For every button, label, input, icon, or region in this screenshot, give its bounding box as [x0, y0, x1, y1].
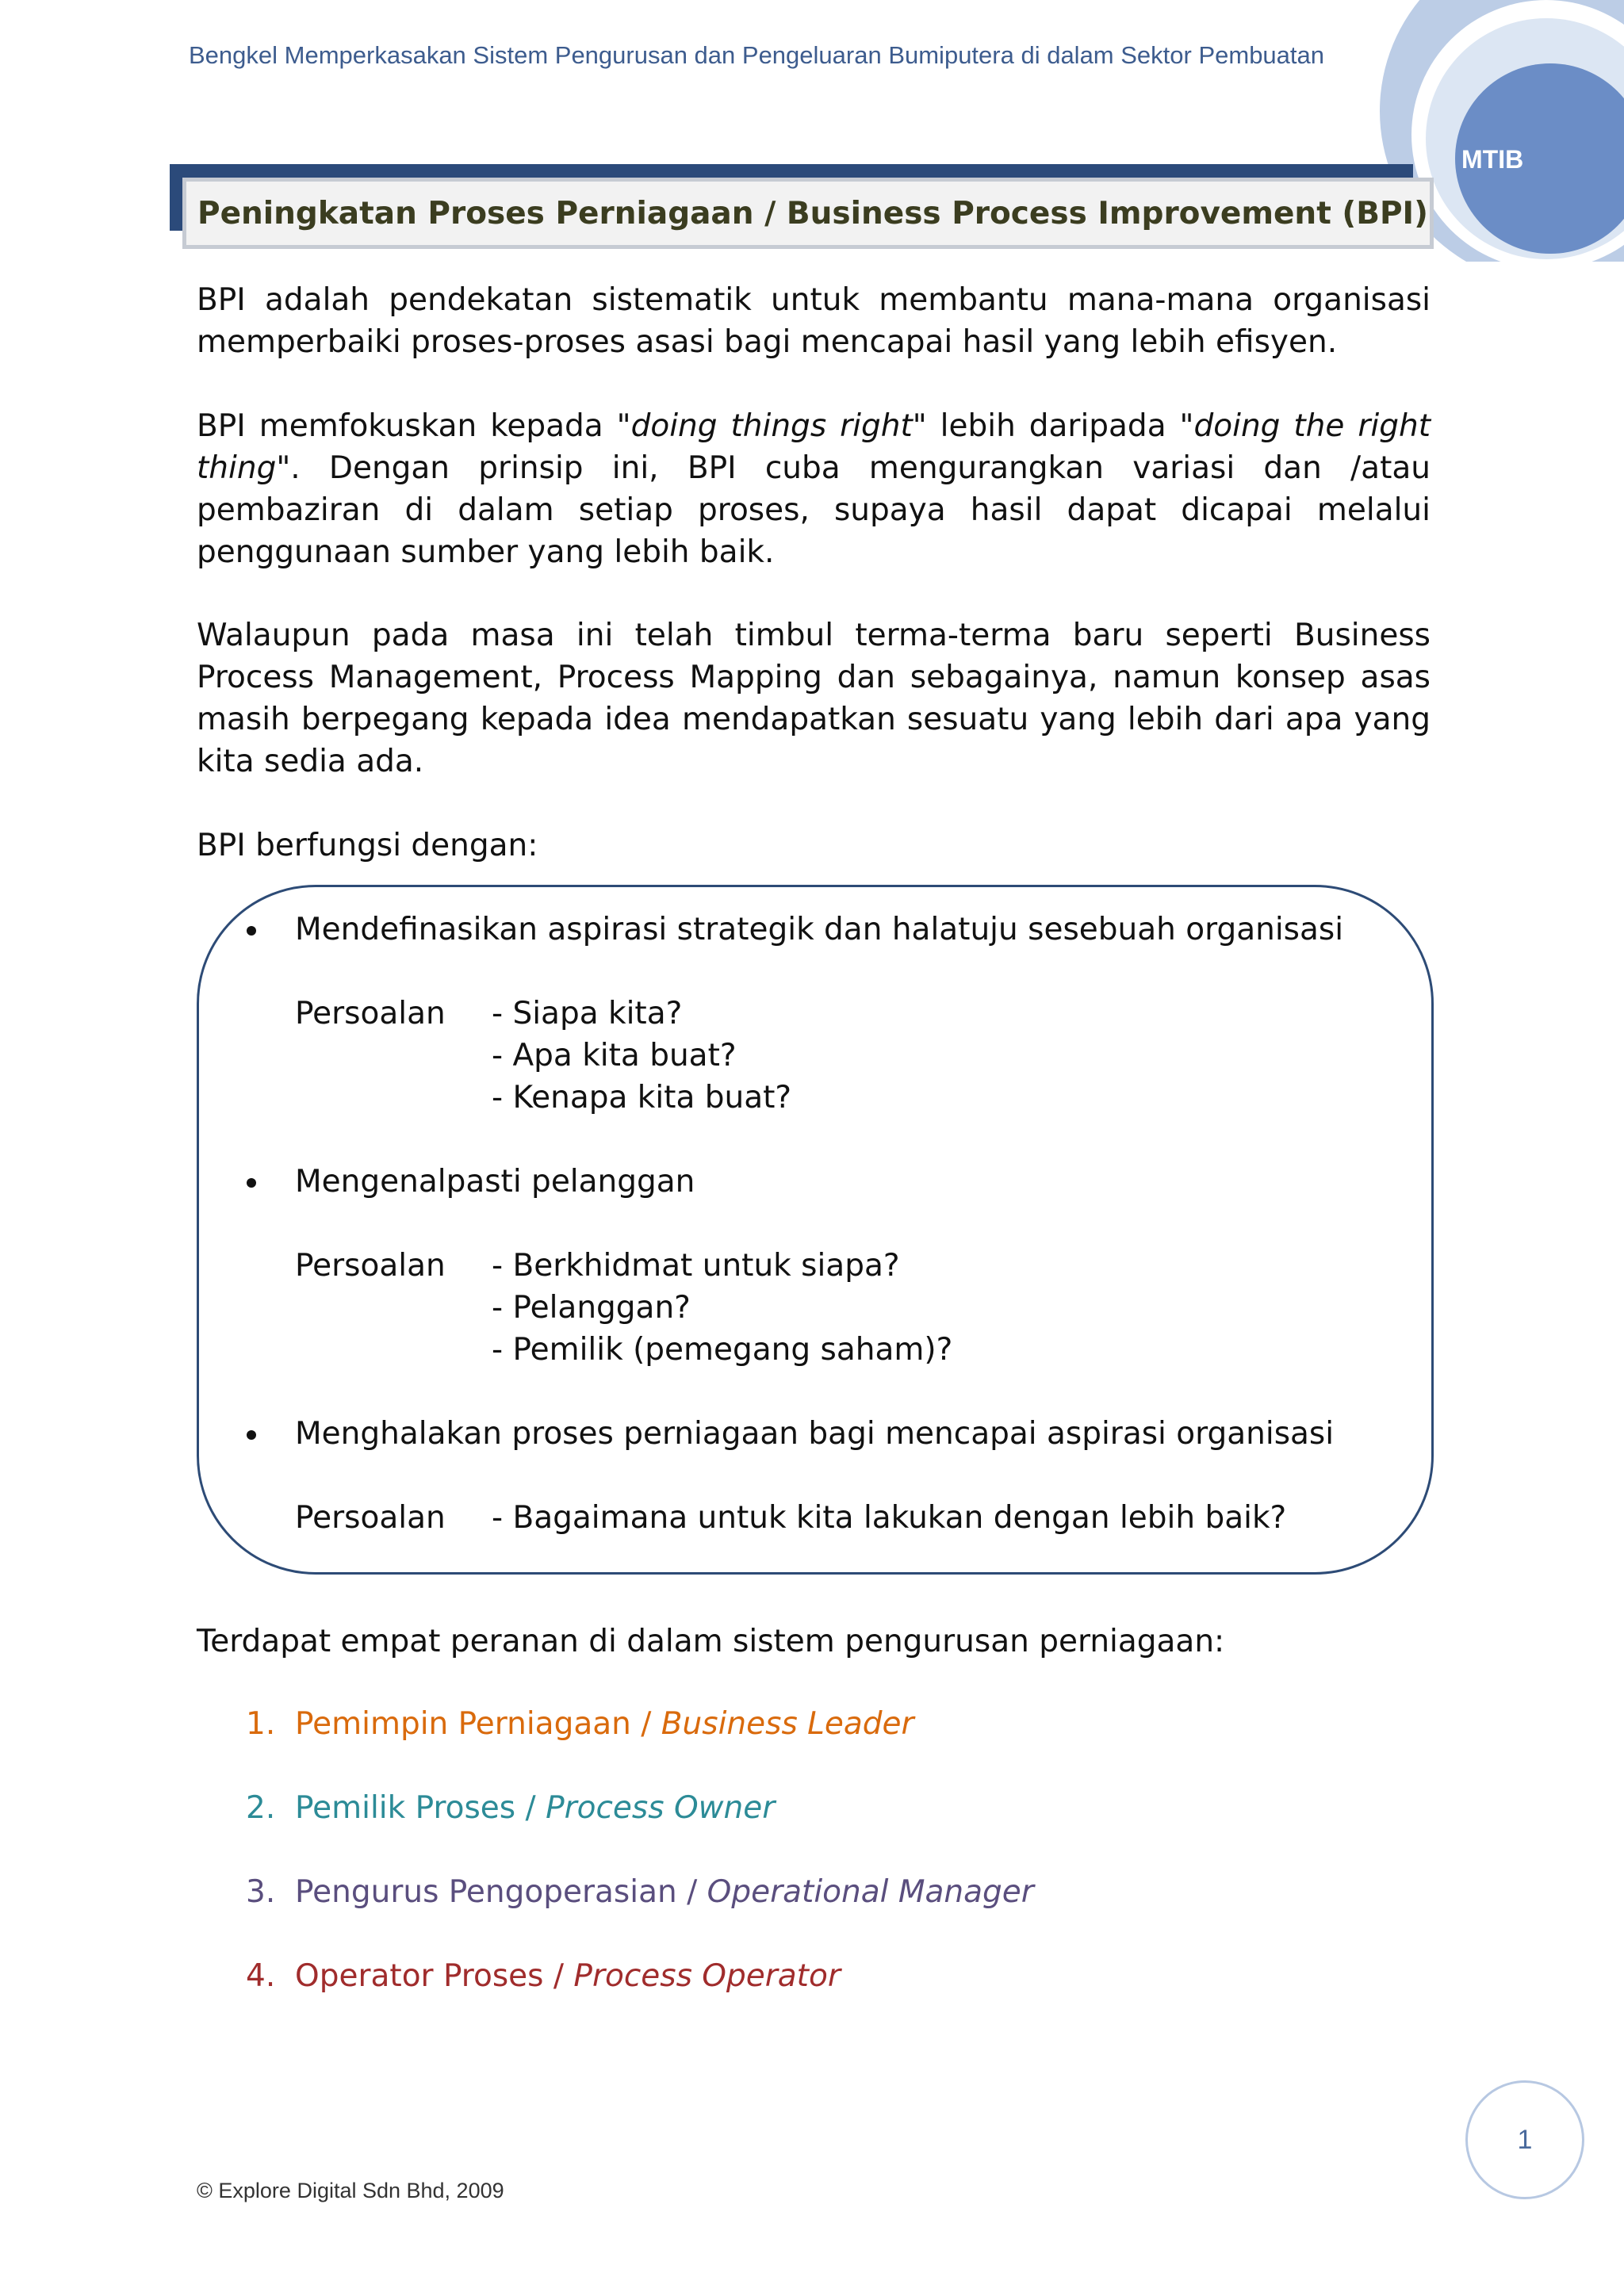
title-box	[182, 178, 1434, 249]
paragraph-3: Walaupun pada masa ini telah timbul terma-terma baru seperti Business Process Management, Process Mapping dan sebagainya, namun konsep asas masih berpegang kepada idea mendapatkan sesuatu yang lebih dari apa yang kita sedia ada.	[197, 618, 1431, 779]
question-label-2: Persoalan	[295, 1248, 446, 1284]
question-1-2: - Apa kita buat?	[492, 1038, 737, 1073]
function-item-2: Mengenalpasti pelanggan	[295, 1164, 695, 1200]
bullet-icon	[247, 1178, 256, 1188]
paragraph-2: BPI memfokuskan kepada "doing things right" lebih daripada "doing the right thing". Dengan prinsip ini, BPI cuba mengurangkan variasi dan /atau pembaziran di dalam setiap proses, supaya hasil dapat dicapai melalui penggunaan sumber yang lebih baik.	[197, 408, 1431, 570]
bullet-icon	[247, 926, 256, 936]
function-item-3: Menghalakan proses perniagaan bagi mencapai aspirasi organisasi	[295, 1416, 1335, 1452]
function-item-1: Mendefinasikan aspirasi strategik dan halatuju sesebuah organisasi	[295, 912, 1344, 947]
question-label-1: Persoalan	[295, 996, 446, 1031]
question-1-3: - Kenapa kita buat?	[492, 1080, 792, 1115]
role-item-3: 3. Pengurus Pengoperasian / Operational Manager	[246, 1874, 1034, 1910]
question-2-2: - Pelanggan?	[492, 1290, 691, 1326]
page-title: Peningkatan Proses Perniagaan / Business Process Improvement (BPI)	[197, 195, 1428, 232]
question-1-1: - Siapa kita?	[492, 996, 683, 1031]
running-header: Bengkel Memperkasakan Sistem Pengurusan dan Pengeluaran Bumiputera di dalam Sektor Pembuatan	[189, 41, 1325, 69]
question-3-1: - Bagaimana untuk kita lakukan dengan lebih baik?	[492, 1500, 1287, 1536]
role-item-2: 2. Pemilik Proses / Process Owner	[246, 1790, 776, 1826]
bullet-icon	[247, 1430, 256, 1440]
question-label-3: Persoalan	[295, 1500, 446, 1536]
question-2-3: - Pemilik (pemegang saham)?	[492, 1332, 953, 1368]
footer-copyright: © Explore Digital Sdn Bhd, 2009	[197, 2179, 504, 2202]
page-number: 1	[1465, 2080, 1584, 2199]
functions-box	[197, 885, 1434, 1575]
paragraph-4: BPI berfungsi dengan:	[197, 828, 538, 863]
question-2-1: - Berkhidmat untuk siapa?	[492, 1248, 900, 1284]
role-item-4: 4. Operator Proses / Process Operator	[246, 1958, 841, 1994]
role-item-1: 1. Pemimpin Perniagaan / Business Leader	[246, 1706, 914, 1742]
mtib-badge: MTIB	[1461, 145, 1524, 174]
paragraph-1: BPI adalah pendekatan sistematik untuk membantu mana-mana organisasi memperbaiki proses-proses asasi bagi mencapai hasil yang lebih efisyen.	[197, 282, 1431, 360]
roles-intro: Terdapat empat peranan di dalam sistem pengurusan perniagaan:	[197, 1624, 1225, 1659]
